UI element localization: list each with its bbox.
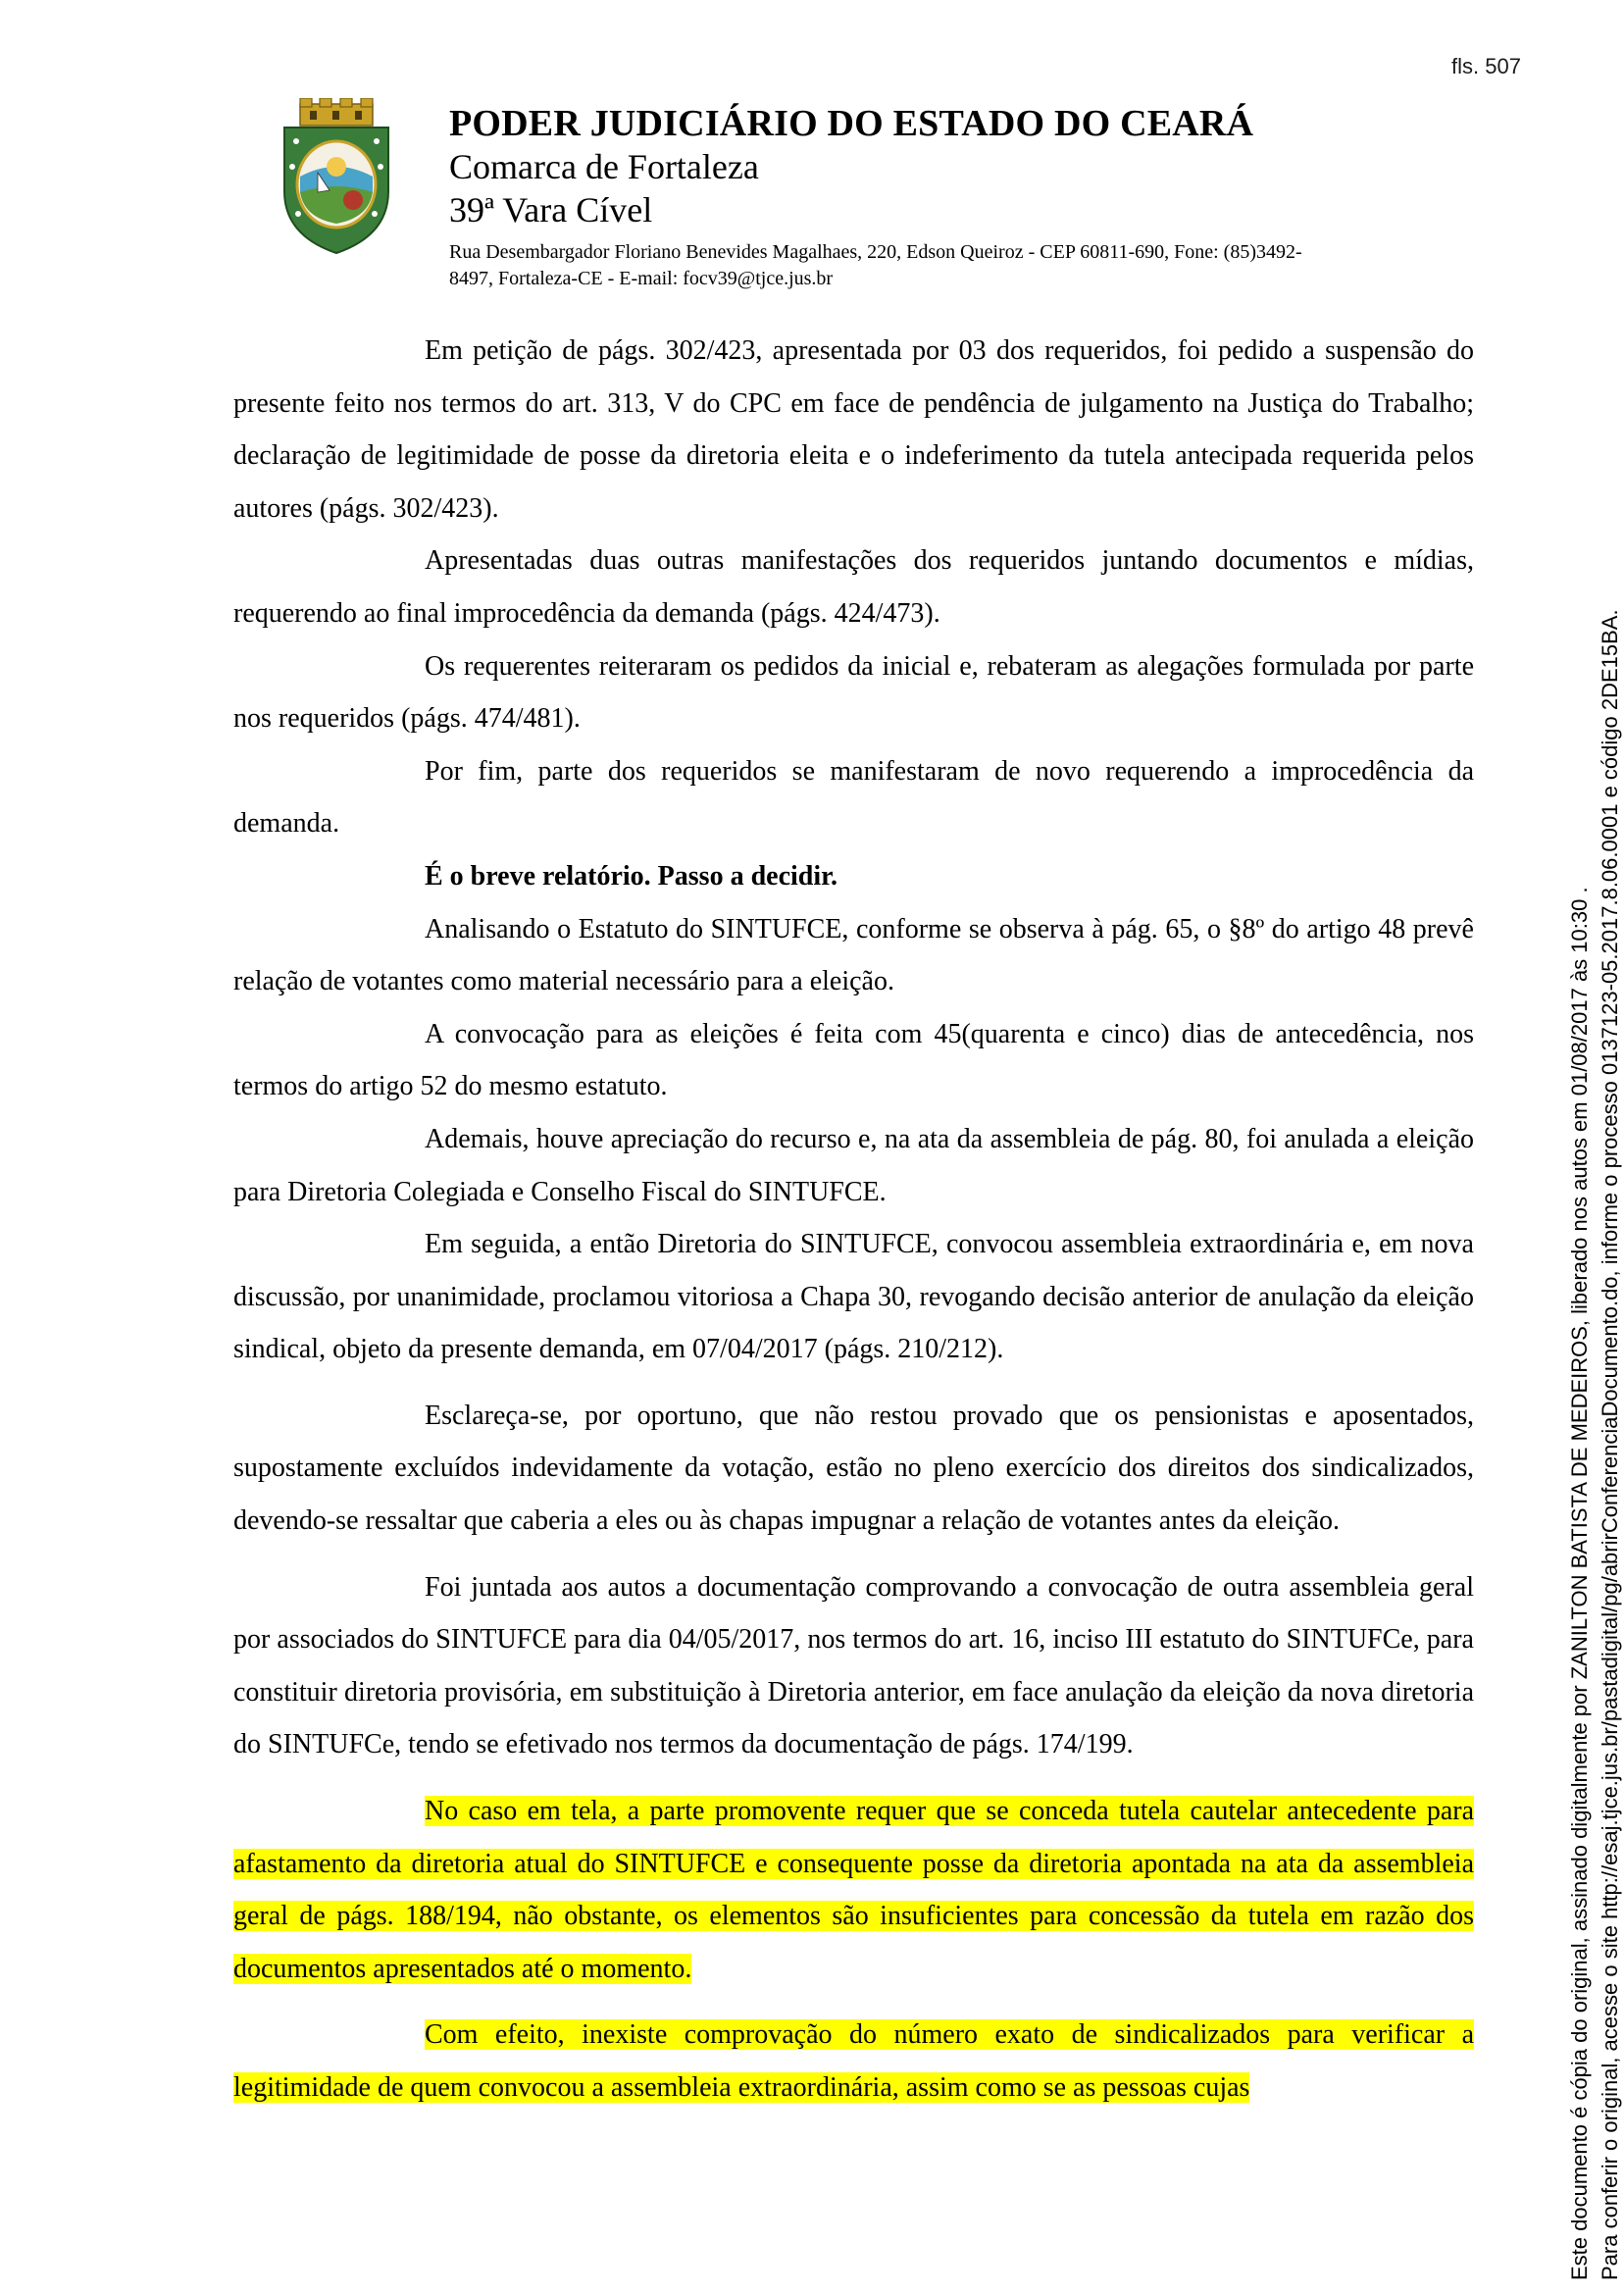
highlighted-paragraph xyxy=(233,1785,1474,1995)
highlighted-text: No caso em tela, a parte promovente requer que se conceda tutela cautelar antecedente para afastamento da diretoria atual do SINTUFCE e consequente posse da diretoria apontada na ata da assembleia geral de págs. 188/194, não obstante, os elementos são insuficientes para concessão da tutela em razão dos documentos apresentados até o momento. xyxy=(233,1796,1474,1984)
page-number: fls. 507 xyxy=(1451,54,1521,78)
paragraph: Foi juntada aos autos a documentação comprovando a convocação de outra assembleia geral por associados do SINTUFCE para dia 04/05/2017, nos termos do art. 16, inciso III estatuto do SINTUFCe, para constituir diretoria provisória, em substituição à Diretoria anterior, em face anulação da eleição da nova diretoria do SINTUFCe, tendo se efetivado nos termos da documentação de págs. 174/199. xyxy=(233,1571,1474,1760)
paragraph: Analisando o Estatuto do SINTUFCE, conforme se observa à pág. 65, o §8º do artigo 48 prevê relação de votantes como material necessário para a eleição. xyxy=(233,913,1474,997)
verification-line: Para conferir o original, acesse o site http://esaj.tjce.jus.br/pastadigital/pg/abrirConferenciaDocumento.do, informe o processo 0137123-05.2017.8.06.0001 e código 2DE15BA. xyxy=(1598,609,1622,2280)
section-heading: É o breve relatório. Passo a decidir. xyxy=(425,860,837,892)
paragraph: Esclareça-se, por oportuno, que não restou provado que os pensionistas e aposentados, supostamente excluídos indevidamente da votação, estão no pleno exercício dos direitos dos sindicalizados, devendo-se ressaltar que caberia a eles ou às chapas impugnar a relação de votantes antes da eleição. xyxy=(233,1400,1474,1537)
chamber-name: 39ª Vara Cível xyxy=(449,190,653,229)
court-address: Rua Desembargador Floriano Benevides Magalhaes, 220, Edson Queiroz - CEP 60811-690, Fone: (85)3492-8497, Fortaleza-CE - E-mail: focv39@tjce.jus.br xyxy=(449,241,1302,289)
signature-line: Este documento é cópia do original, assinado digitalmente por ZANILTON BATISTA DE MEDEIROS, liberado nos autos em 01/08/2017 às 10:30 . xyxy=(1567,887,1592,2280)
paragraph: Ademais, houve apreciação do recurso e, na ata da assembleia de pág. 80, foi anulada a eleição para Diretoria Colegiada e Conselho Fiscal do SINTUFCE. xyxy=(233,1123,1474,1207)
highlighted-paragraph xyxy=(233,2009,1474,2114)
paragraph: Em seguida, a então Diretoria do SINTUFCE, convocou assembleia extraordinária e, em nova discussão, por unanimidade, proclamou vitoriosa a Chapa 30, revogando decisão anterior de anulação da eleição sindical, objeto da presente demanda, em 07/04/2017 (págs. 210/212). xyxy=(233,1229,1474,1365)
paragraph: A convocação para as eleições é feita com 45(quarenta e cinco) dias de antecedência, nos termos do artigo 52 do mesmo estatuto. xyxy=(233,1018,1474,1102)
paragraph: Os requerentes reiteraram os pedidos da inicial e, rebateram as alegações formulada por parte nos requeridos (págs. 474/481). xyxy=(233,650,1474,735)
court-name: PODER JUDICIÁRIO DO ESTADO DO CEARÁ xyxy=(449,103,1254,144)
district-name: Comarca de Fortaleza xyxy=(449,147,759,186)
document-body xyxy=(233,325,1474,2115)
paragraph: Apresentadas duas outras manifestações dos requeridos juntando documentos e mídias, requerendo ao final improcedência da demanda (págs. 424/473). xyxy=(233,545,1474,629)
paragraph: Em petição de págs. 302/423, apresentada por 03 dos requeridos, foi pedido a suspensão do presente feito nos termos do art. 313, V do CPC em face de pendência de julgamento na Justiça do Trabalho; declaração de legitimidade de posse da diretoria eleita e o indeferimento da tutela antecipada requerida pelos autores (págs. 302/423). xyxy=(233,335,1474,524)
highlighted-text: Com efeito, inexiste comprovação do número exato de sindicalizados para verificar a legitimidade de quem convocou a assembleia extraordinária, assim como se as pessoas cujas xyxy=(233,2019,1474,2103)
paragraph: Por fim, parte dos requeridos se manifestaram de novo requerendo a improcedência da demanda. xyxy=(233,755,1474,840)
coat-of-arms-icon xyxy=(279,98,394,255)
digital-signature-note xyxy=(1564,358,1624,2280)
letterhead xyxy=(449,102,1332,292)
